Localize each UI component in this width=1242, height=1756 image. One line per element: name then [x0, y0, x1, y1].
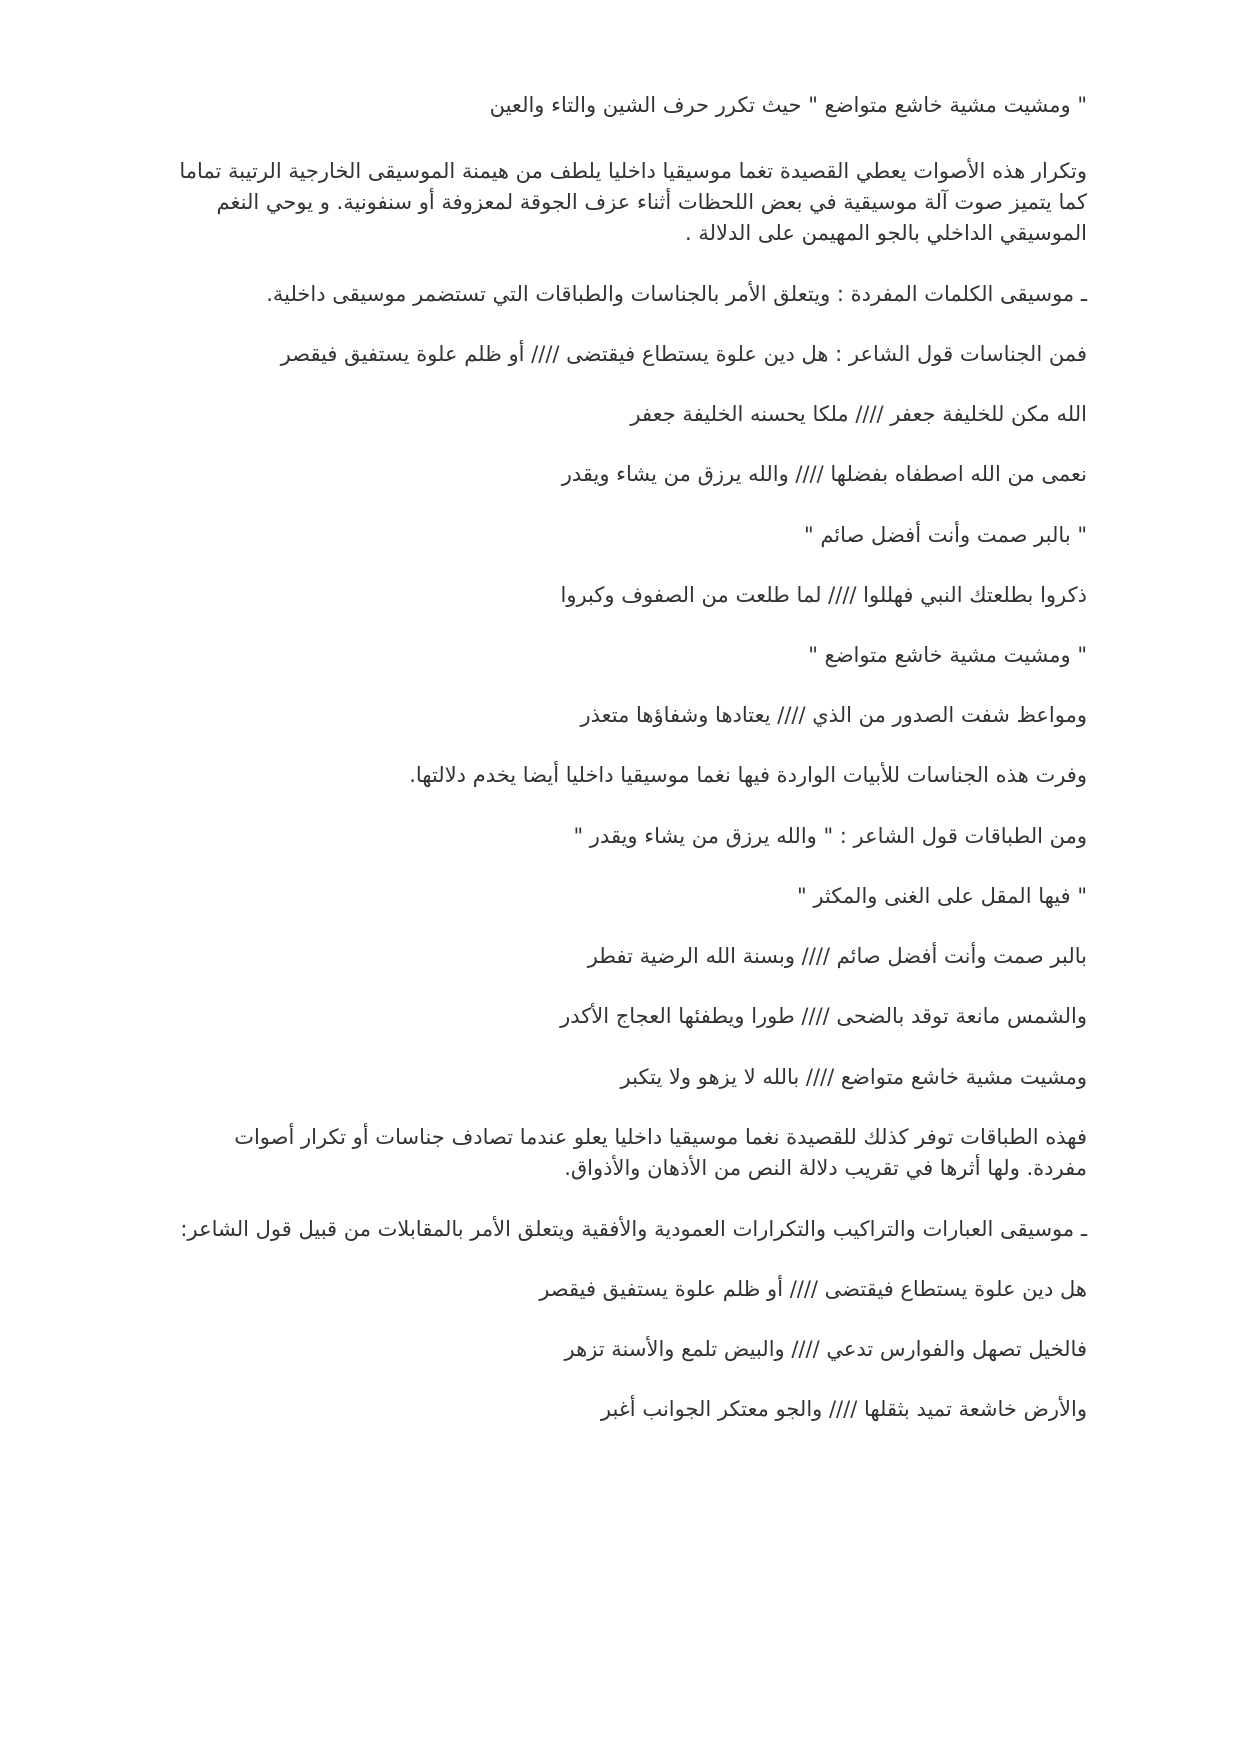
text-line: نعمى من الله اصطفاه بفضلها //// والله يرزق من يشاء ويقدر: [561, 462, 1087, 486]
text-line: ومواعظ شفت الصدور من الذي //// يعتادها وشفاؤها متعذر: [580, 703, 1087, 727]
text-line: " فيها المقل على الغنى والمكثر ": [797, 884, 1087, 908]
paragraph: [137, 760, 1087, 791]
paragraph: [137, 1274, 1087, 1305]
paragraph: [137, 821, 1087, 852]
paragraph: [137, 90, 1087, 121]
paragraph: [137, 1394, 1087, 1425]
text-line: وفرت هذه الجناسات للأبيات الواردة فيها نغما موسيقيا داخليا أيضا يخدم دلالتها.: [409, 763, 1087, 787]
paragraph: [137, 399, 1087, 430]
text-line: ـ موسيقى العبارات والتراكيب والتكرارات العمودية والأفقية ويتعلق الأمر بالمقابلات من قبيل قول الشاعر:: [180, 1217, 1087, 1241]
paragraph: [137, 339, 1087, 370]
paragraph: [137, 1001, 1087, 1032]
text-line: ومشيت مشية خاشع متواضع //// بالله لا يزهو ولا يتكبر: [620, 1065, 1087, 1089]
text-line: فالخيل تصهل والفوارس تدعي //// والبيض تلمع والأسنة تزهر: [564, 1337, 1087, 1361]
paragraph: [137, 941, 1087, 972]
text-line: " بالبر صمت وأنت أفضل صائم ": [803, 523, 1087, 547]
text-line: " ومشيت مشية خاشع متواضع ": [808, 643, 1087, 667]
paragraph: [137, 1214, 1087, 1245]
paragraph: [137, 700, 1087, 731]
text-line: فهذه الطباقات توفر كذلك للقصيدة نغما موسيقيا داخليا يعلو عندما تصادف جناسات أو تكرار أصوات: [234, 1125, 1087, 1149]
text-line: " ومشيت مشية خاشع متواضع " حيث تكرر حرف الشين والتاء والعين: [489, 93, 1087, 117]
text-line: بالبر صمت وأنت أفضل صائم //// وبسنة الله الرضية تفطر: [587, 944, 1087, 968]
paragraph: [137, 1122, 1087, 1184]
text-line: كما يتميز صوت آلة موسيقية في بعض اللحظات أثناء عزف الجوقة لمعزوفة أو سنفونية. و يوحي النغم: [216, 190, 1087, 214]
paragraph: [137, 580, 1087, 611]
paragraph: [137, 156, 1087, 249]
text-line: والأرض خاشعة تميد بثقلها //// والجو معتكر الجوانب أغبر: [600, 1397, 1087, 1421]
paragraph: [137, 279, 1087, 310]
paragraph: [137, 520, 1087, 551]
text-line: ومن الطباقات قول الشاعر : " والله يرزق من يشاء ويقدر ": [573, 824, 1087, 848]
text-line: فمن الجناسات قول الشاعر : هل دين علوة يستطاع فيقتضى //// أو ظلم علوة يستفيق فيقصر: [280, 342, 1087, 366]
text-line: ـ موسيقى الكلمات المفردة : ويتعلق الأمر بالجناسات والطباقات التي تستضمر موسيقى داخلية.: [266, 282, 1087, 306]
text-line: وتكرار هذه الأصوات يعطي القصيدة تغما موسيقيا داخليا يلطف من هيمنة الموسيقى الخارجية الرتيبة تماما: [179, 159, 1087, 183]
paragraph: [137, 640, 1087, 671]
text-line: الموسيقي الداخلي بالجو المهيمن على الدلالة .: [685, 221, 1087, 245]
text-line: مفردة. ولها أثرها في تقريب دلالة النص من الأذهان والأذواق.: [564, 1156, 1087, 1180]
paragraph: [137, 881, 1087, 912]
text-line: هل دين علوة يستطاع فيقتضى //// أو ظلم علوة يستفيق فيقصر: [539, 1277, 1087, 1301]
paragraph: [137, 1062, 1087, 1093]
paragraph: [137, 1334, 1087, 1365]
text-line: ذكروا بطلعتك النبي فهللوا //// لما طلعت من الصفوف وكبروا: [560, 583, 1087, 607]
paragraph: [137, 459, 1087, 490]
text-line: الله مكن للخليفة جعفر //// ملكا يحسنه الخليفة جعفر: [630, 402, 1087, 426]
text-line: والشمس مانعة توقد بالضحى //// طورا ويطفئها العجاج الأكدر: [560, 1004, 1087, 1028]
